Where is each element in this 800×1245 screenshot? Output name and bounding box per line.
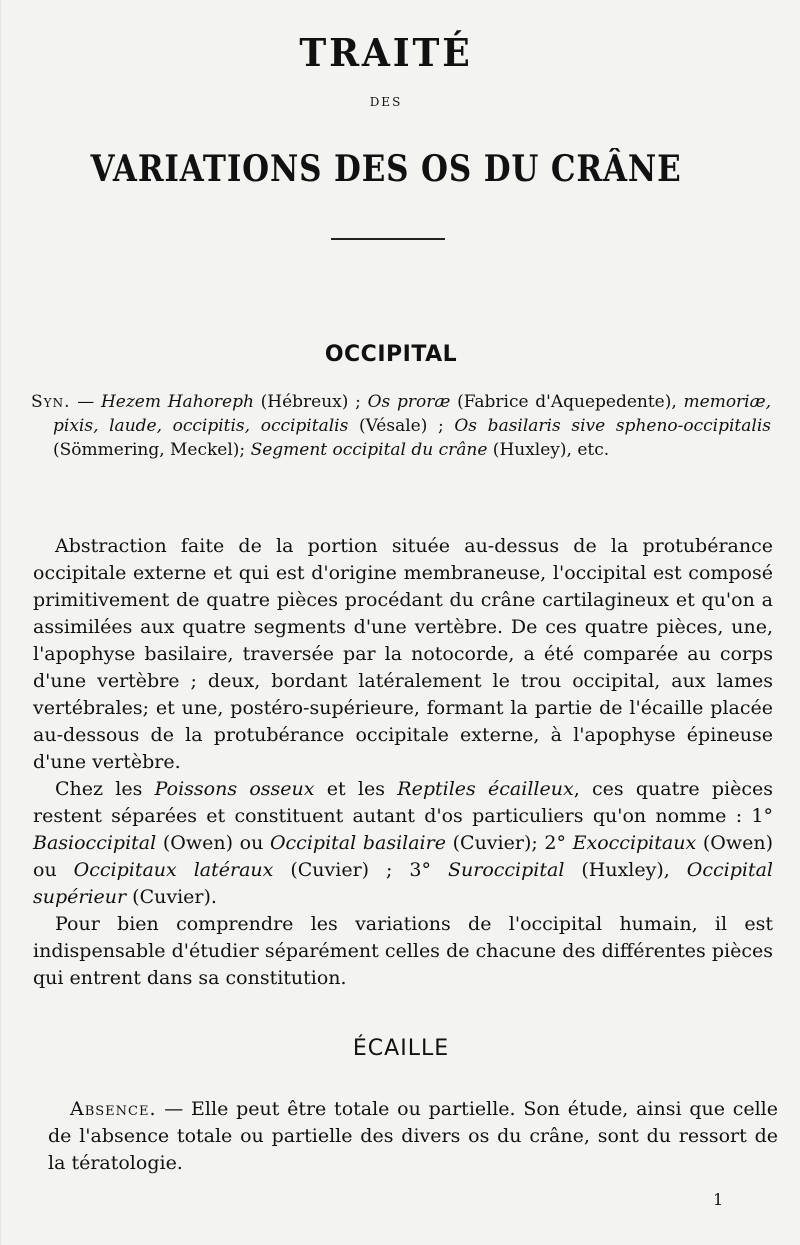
para2-text: , ces quatre pièces restent séparées et constituent autant d'os particuliers qu'on nomme : 1°	[33, 778, 773, 827]
syn-term: Os proræ	[367, 392, 451, 412]
syn-text: (Huxley), etc.	[487, 440, 610, 460]
occipital-body	[33, 533, 773, 992]
syn-text: (Sömmering, Meckel);	[53, 440, 251, 460]
syn-term: Hezem Hahoreph	[100, 392, 254, 412]
para2-term: Poissons osseux	[154, 778, 315, 800]
syn-text: (Hébreux) ;	[253, 392, 368, 412]
synonyms-paragraph	[31, 390, 771, 462]
section-heading-occipital: OCCIPITAL	[324, 342, 458, 367]
book-title: TRAITÉ	[299, 30, 473, 75]
title-connector: DES	[369, 95, 403, 109]
synonyms-block	[31, 390, 771, 462]
syn-term: Os basilaris sive spheno-occipitalis	[454, 416, 771, 436]
syn-dash: —	[70, 392, 101, 412]
para2-text: (Owen) ou	[156, 832, 270, 854]
syn-term: memoriæ, pixis, laude, occipitis, occipitalis	[53, 392, 771, 436]
syn-term: Segment occipital du crâne	[250, 440, 488, 460]
syn-text: (Fabrice d'Aquepedente),	[450, 392, 684, 412]
para2-text: (Cuvier).	[126, 886, 217, 908]
para2-text: (Huxley),	[564, 859, 687, 881]
para2-text: et les	[314, 778, 398, 800]
section-heading-ecaille: ÉCAILLE	[352, 1036, 450, 1061]
page-number: 1	[713, 1190, 724, 1209]
absence-text: — Elle peut être totale ou partielle. Son étude, ainsi que celle de l'absence totale ou partielle des divers os du crâne, sont du ressort de la tératologie.	[48, 1098, 778, 1174]
para2-term: Exoccipitaux	[572, 832, 697, 854]
paragraph-2	[33, 776, 773, 911]
para2-term: Suroccipital	[447, 859, 565, 881]
para2-term: Reptiles écailleux	[397, 778, 574, 800]
para2-term: Occipitaux latéraux	[73, 859, 274, 881]
para2-text: Chez les	[55, 778, 155, 800]
absence-paragraph	[48, 1096, 778, 1177]
paragraph-1: Abstraction faite de la portion située au-dessus de la protubérance occipitale externe et qui est d'origine membraneuse, l'occipital est composé primitivement de quatre pièces procédant du crâne cartilagineux et qu'on a assimilées aux quatre segments d'une vertèbre. De ces quatre pièces, une, l'apophyse basilaire, traversée par la notocorde, a été comparée au corps d'une vertèbre ; deux, bordant latéralement le trou occipital, aux lames vertébrales; et une, postéro-supérieure, formant la partie de l'écaille placée au-dessous de la protubérance occipitale externe, à l'apophyse épineuse d'une vertèbre.	[33, 535, 773, 773]
para2-text: (Owen) ou	[33, 832, 773, 881]
paragraph-3: Pour bien comprendre les variations de l'occipital humain, il est indispensable d'étudier séparément celles de chacune des différentes pièces qui entrent dans sa constitution.	[33, 913, 773, 989]
syn-label: Syn.	[31, 392, 71, 412]
para2-text: (Cuvier) ; 3°	[273, 859, 448, 881]
syn-text: (Vésale) ;	[348, 416, 455, 436]
para2-term: Occipital basilaire	[269, 832, 446, 854]
para2-term: Basioccipital	[33, 832, 157, 854]
para2-term: Occipital supérieur	[33, 859, 774, 908]
absence-label: Absence.	[70, 1098, 157, 1120]
title-rule	[331, 238, 445, 240]
absence-block	[48, 1096, 778, 1177]
para2-text: (Cuvier); 2°	[445, 832, 573, 854]
book-subtitle: VARIATIONS DES OS DU CRÂNE	[90, 148, 682, 190]
